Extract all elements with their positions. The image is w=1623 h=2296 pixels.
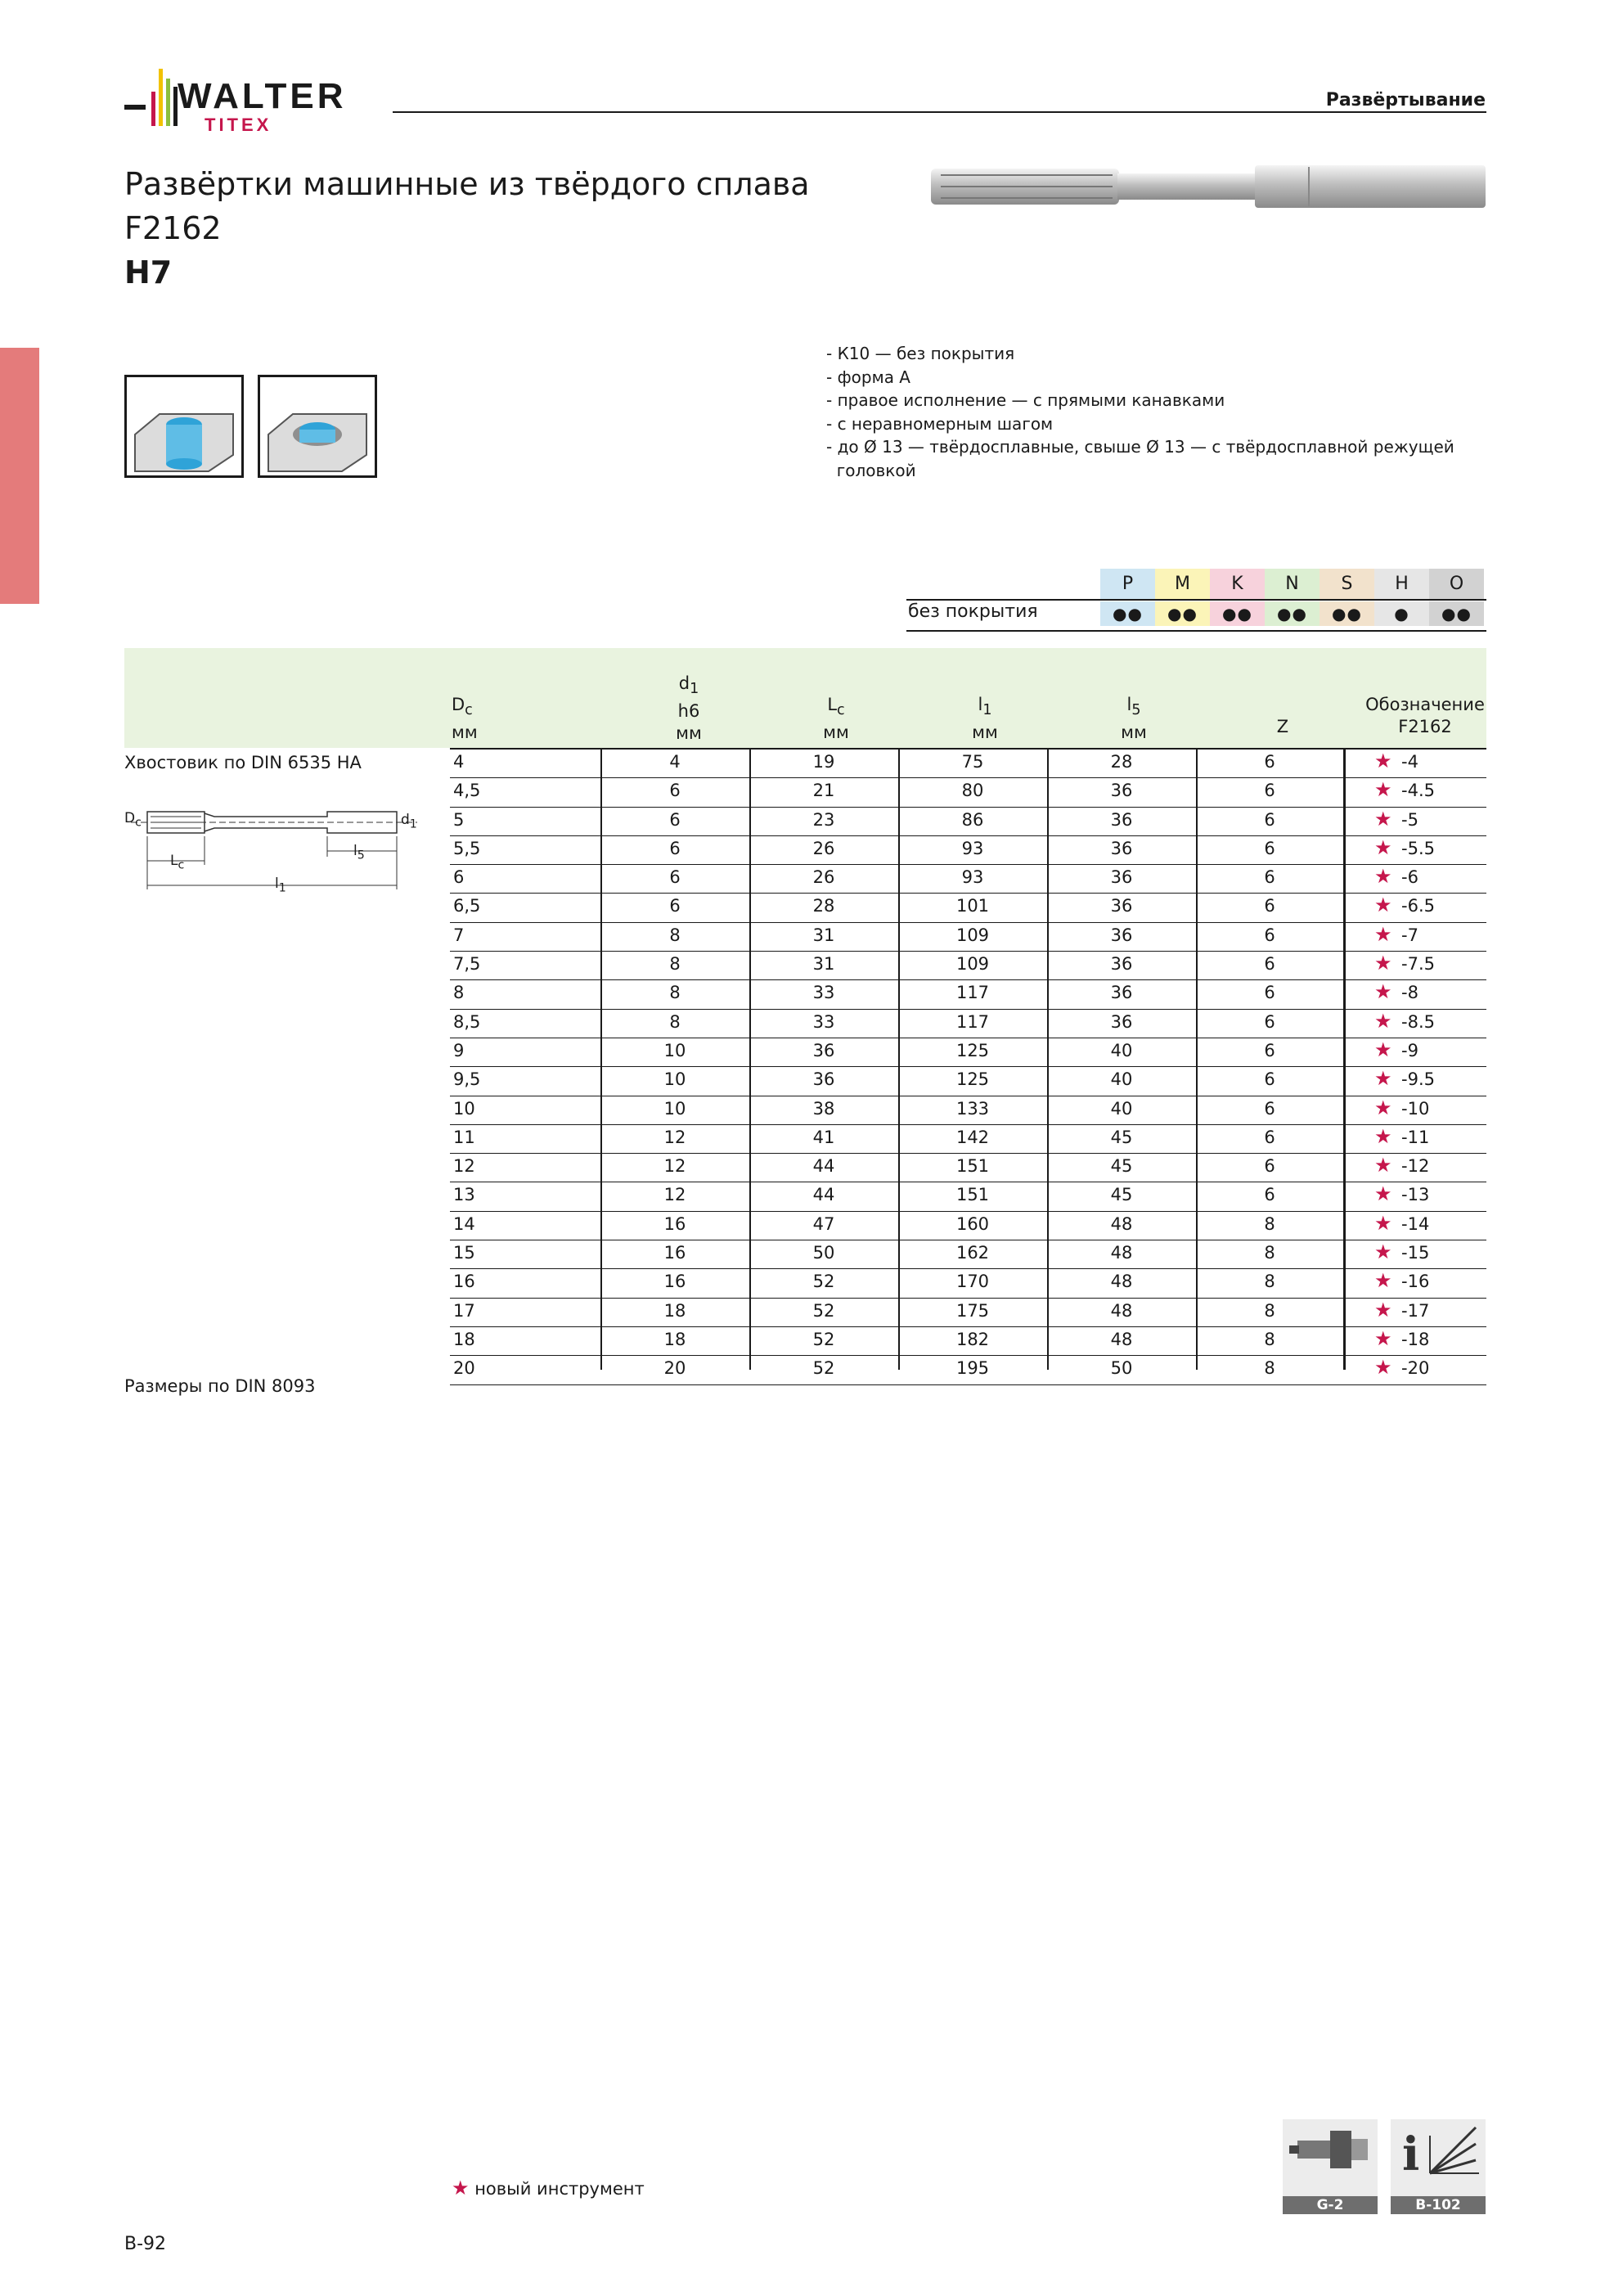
designation-code[interactable]: -14 [1401, 1213, 1430, 1234]
table-cell: 33 [812, 1011, 835, 1032]
table-row [450, 980, 1486, 1009]
property-item: - К10 — без покрытия [826, 344, 1015, 363]
new-tool-star-icon: ★ [1374, 1240, 1392, 1264]
table-cell: 45 [1110, 1127, 1133, 1147]
table-cell: 93 [961, 838, 984, 858]
table-footnote: Размеры по DIN 8093 [124, 1376, 316, 1396]
new-tool-star-icon: ★ [1374, 1038, 1392, 1061]
table-cell: 6 [1264, 896, 1275, 916]
designation-code[interactable]: -8.5 [1401, 1011, 1435, 1032]
coating-label: без покрытия [908, 601, 1038, 622]
shank-label: Хвостовик по DIN 6535 HA [124, 753, 362, 772]
table-row [450, 1096, 1486, 1125]
material-code-o: O [1429, 569, 1484, 599]
col-header-lc: $L_c$ мм [823, 695, 849, 743]
table-cell: 16 [663, 1243, 686, 1263]
new-tool-star-icon: ★ [1374, 750, 1392, 772]
table-cell: 44 [812, 1156, 835, 1177]
table-cell: 6,5 [453, 896, 481, 916]
table-cell: 38 [812, 1098, 835, 1119]
property-item: головкой [826, 460, 916, 480]
designation-code[interactable]: -4 [1401, 752, 1418, 772]
table-cell: 142 [955, 1127, 990, 1147]
material-rating-m: ●● [1155, 601, 1210, 626]
table-cell: 45 [1110, 1156, 1133, 1177]
material-code-s: S [1320, 569, 1374, 599]
title-line-2: F2162 [124, 210, 222, 246]
table-cell: 86 [961, 809, 984, 830]
table-cell: 13 [453, 1185, 475, 1205]
table-cell: 125 [955, 1069, 990, 1090]
page-title [124, 162, 810, 295]
table-cell: 18 [663, 1329, 686, 1349]
material-rating-o: ●● [1429, 601, 1484, 626]
table-cell: 117 [955, 983, 990, 1003]
property-item: - правое исполнение — с прямыми канавками [826, 390, 1225, 410]
material-rating-n: ●● [1265, 601, 1320, 626]
title-line-3: H7 [124, 254, 173, 290]
table-row [450, 1269, 1486, 1298]
table-cell: 40 [1110, 1040, 1133, 1060]
table-cell: 48 [1110, 1272, 1133, 1292]
table-cell: 125 [955, 1040, 990, 1060]
property-item: - с неравномерным шагом [826, 413, 1054, 434]
table-cell: 175 [955, 1300, 990, 1321]
new-tool-star-icon: ★ [1374, 1154, 1392, 1177]
column-divider-bold [1343, 750, 1346, 1370]
table-row [450, 836, 1486, 865]
new-tool-star-icon: ★ [1374, 1067, 1392, 1091]
reference-badge-g2[interactable] [1283, 2119, 1378, 2214]
table-cell: 6 [669, 809, 681, 830]
new-tool-star-icon: ★ [1374, 778, 1392, 802]
table-cell: 6 [669, 838, 681, 858]
info-chart-icon [1391, 2119, 1486, 2178]
properties-list [826, 342, 1454, 482]
drawing-label-l1: $l_1$ [275, 876, 286, 895]
table-cell: 8 [1264, 1272, 1275, 1292]
material-code-p: P [1100, 569, 1155, 599]
header-rule [393, 111, 1486, 113]
table-cell: 36 [1110, 838, 1133, 858]
table-cell: 5,5 [453, 838, 481, 858]
new-tool-star-icon: ★ [1374, 1211, 1392, 1235]
table-cell: 26 [812, 838, 835, 858]
designation-code[interactable]: -10 [1401, 1098, 1430, 1119]
table-cell: 36 [1110, 896, 1133, 916]
table-row [450, 923, 1486, 952]
table-cell: 36 [1110, 809, 1133, 830]
table-cell: 6 [669, 867, 681, 888]
table-cell: 4 [453, 752, 465, 772]
table-cell: 19 [812, 752, 835, 772]
table-cell: 12 [663, 1156, 686, 1177]
logo-bars-icon [124, 59, 182, 133]
table-cell: 6 [1264, 781, 1275, 801]
col-header-dc: $D_c$ мм [452, 695, 478, 743]
col-header-d1: $d_1$ h6 мм [676, 673, 702, 744]
table-cell: 170 [955, 1272, 990, 1292]
table-cell: 6 [1264, 1156, 1275, 1177]
table-cell: 8 [669, 983, 681, 1003]
table-cell: 36 [1110, 925, 1133, 945]
reference-label: G-2 [1316, 2197, 1344, 2213]
operation-blind-hole-icon [258, 375, 377, 478]
table-cell: 8 [669, 954, 681, 975]
table-cell: 6 [1264, 925, 1275, 945]
table-cell: 101 [955, 896, 990, 916]
table-row [450, 894, 1486, 922]
table-cell: 36 [812, 1069, 835, 1090]
new-tool-star-icon: ★ [1374, 1096, 1392, 1119]
table-row [450, 1067, 1486, 1096]
table-cell: 8,5 [453, 1011, 481, 1032]
title-line-1: Развёртки машинные из твёрдого сплава [124, 166, 810, 202]
col-header-designation: Обозначение F2162 [1365, 695, 1485, 736]
table-row [450, 952, 1486, 980]
table-cell: 50 [1110, 1358, 1133, 1379]
reamer-image [924, 162, 1489, 211]
drawing-label-lc: $L_c$ [170, 853, 185, 872]
table-cell: 36 [1110, 1011, 1133, 1032]
new-tool-star-icon: ★ [1374, 980, 1392, 1004]
reference-label: B-102 [1415, 2197, 1461, 2213]
table-cell: 195 [955, 1358, 990, 1379]
new-tool-star-icon: ★ [1374, 922, 1392, 946]
designation-code[interactable]: -9 [1401, 1040, 1418, 1060]
property-item: - до Ø 13 — твёрдосплавные, свыше Ø 13 — с твёрдосплавной режущей [826, 437, 1454, 457]
table-cell: 7 [453, 925, 465, 945]
column-divider [749, 750, 751, 1370]
table-cell: 10 [663, 1040, 686, 1060]
table-cell: 8 [1264, 1358, 1275, 1379]
new-tool-star-icon: ★ [1374, 835, 1392, 859]
table-row [450, 1038, 1486, 1067]
table-cell: 48 [1110, 1329, 1133, 1349]
table-cell: 9 [453, 1040, 465, 1060]
table-cell: 6 [1264, 954, 1275, 975]
table-cell: 16 [453, 1272, 475, 1292]
table-cell: 8 [669, 925, 681, 945]
designation-code[interactable]: -8 [1401, 983, 1418, 1003]
table-cell: 44 [812, 1185, 835, 1205]
table-cell: 6 [1264, 983, 1275, 1003]
table-cell: 52 [812, 1272, 835, 1292]
column-divider [898, 750, 900, 1370]
table-cell: 17 [453, 1300, 475, 1321]
table-cell: 16 [663, 1213, 686, 1234]
table-cell: 8 [1264, 1243, 1275, 1263]
designation-code[interactable]: -6 [1401, 867, 1418, 888]
table-cell: 4,5 [453, 781, 481, 801]
new-tool-star-icon: ★ [1374, 1124, 1392, 1148]
table-row [450, 1125, 1486, 1154]
table-cell: 28 [812, 896, 835, 916]
table-row [450, 808, 1486, 836]
material-rule [906, 599, 1486, 601]
chapter-tab [0, 348, 39, 604]
drawing-label-dc: $D_c$ [124, 810, 142, 830]
table-row [450, 1010, 1486, 1038]
table-cell: 4 [669, 752, 681, 772]
legend-text: новый инструмент [474, 2179, 645, 2199]
designation-code[interactable]: -5 [1401, 809, 1418, 830]
material-rating-k: ●● [1210, 601, 1265, 626]
table-cell: 5 [453, 809, 465, 830]
table-cell: 8 [1264, 1213, 1275, 1234]
column-divider [600, 750, 602, 1370]
svg-text:i: i [1402, 2127, 1420, 2178]
table-cell: 6 [1264, 838, 1275, 858]
table-row [450, 1240, 1486, 1269]
table-cell: 10 [453, 1098, 475, 1119]
drawing-label-l5: $l_5$ [353, 843, 365, 862]
table-cell: 47 [812, 1213, 835, 1234]
table-cell: 11 [453, 1127, 475, 1147]
table-cell: 6 [1264, 1069, 1275, 1090]
material-rating-h: ● [1374, 601, 1429, 626]
material-rating-p: ●● [1100, 601, 1155, 626]
table-cell: 48 [1110, 1300, 1133, 1321]
table-cell: 33 [812, 983, 835, 1003]
table-cell: 36 [1110, 983, 1133, 1003]
table-cell: 31 [812, 925, 835, 945]
material-code-h: H [1374, 569, 1429, 599]
table-cell: 6 [1264, 867, 1275, 888]
designation-code[interactable]: -11 [1401, 1127, 1430, 1147]
table-cell: 12 [453, 1156, 475, 1177]
table-cell: 8 [1264, 1300, 1275, 1321]
designation-code[interactable]: -12 [1401, 1156, 1430, 1177]
table-cell: 117 [955, 1011, 990, 1032]
drawing-label-d1: $d_1$ [401, 812, 417, 831]
table-cell: 8 [669, 1011, 681, 1032]
table-cell: 50 [812, 1243, 835, 1263]
table-cell: 6 [669, 781, 681, 801]
table-cell: 109 [955, 954, 990, 975]
material-code-m: M [1155, 569, 1210, 599]
table-row [450, 778, 1486, 807]
table-cell: 160 [955, 1213, 990, 1234]
table-cell: 41 [812, 1127, 835, 1147]
table-cell: 6 [1264, 752, 1275, 772]
table-cell: 12 [663, 1127, 686, 1147]
table-cell: 7,5 [453, 954, 481, 975]
designation-code[interactable]: -5.5 [1401, 838, 1435, 858]
table-cell: 48 [1110, 1213, 1133, 1234]
designation-code[interactable]: -15 [1401, 1243, 1430, 1263]
material-rule-bottom [906, 630, 1486, 632]
designation-code[interactable]: -9.5 [1401, 1069, 1435, 1090]
table-cell: 20 [453, 1358, 475, 1379]
property-item: - форма А [826, 367, 910, 387]
new-tool-star-icon: ★ [1374, 1356, 1392, 1380]
table-cell: 10 [663, 1098, 686, 1119]
designation-code[interactable]: -20 [1401, 1358, 1430, 1379]
designation-code[interactable]: -16 [1401, 1272, 1430, 1292]
table-cell: 16 [663, 1272, 686, 1292]
column-divider [1047, 750, 1049, 1370]
new-tool-star-icon: ★ [1374, 1009, 1392, 1033]
table-cell: 40 [1110, 1098, 1133, 1119]
table-cell: 6 [669, 896, 681, 916]
table-cell: 45 [1110, 1185, 1133, 1205]
page-number: B-92 [124, 2234, 167, 2254]
table-cell: 6 [1264, 809, 1275, 830]
star-icon: ★ [452, 2177, 470, 2199]
table-cell: 36 [1110, 781, 1133, 801]
legend [452, 2177, 645, 2199]
table-cell: 36 [1110, 954, 1133, 975]
table-cell: 151 [955, 1156, 990, 1177]
table-cell: 23 [812, 809, 835, 830]
new-tool-star-icon: ★ [1374, 1269, 1392, 1293]
new-tool-star-icon: ★ [1374, 1182, 1392, 1206]
tool-holder-icon [1283, 2119, 1378, 2178]
brand-subname: TITEX [205, 115, 272, 135]
table-cell: 151 [955, 1185, 990, 1205]
table-cell: 8 [453, 983, 465, 1003]
table-cell: 6 [1264, 1185, 1275, 1205]
material-code-k: K [1210, 569, 1265, 599]
table-cell: 182 [955, 1329, 990, 1349]
reference-badge-b102[interactable] [1391, 2119, 1486, 2214]
table-cell: 6 [453, 867, 465, 888]
table-row [450, 1182, 1486, 1211]
table-cell: 36 [1110, 867, 1133, 888]
table-cell: 75 [961, 752, 984, 772]
table-cell: 18 [453, 1329, 475, 1349]
new-tool-star-icon: ★ [1374, 952, 1392, 975]
table-row [450, 1327, 1486, 1356]
new-tool-star-icon: ★ [1374, 894, 1392, 917]
new-tool-star-icon: ★ [1374, 1298, 1392, 1321]
table-row [450, 750, 1486, 778]
table-cell: 10 [663, 1069, 686, 1090]
table-cell: 162 [955, 1243, 990, 1263]
table-cell: 31 [812, 954, 835, 975]
table-cell: 80 [961, 781, 984, 801]
table-cell: 6 [1264, 1098, 1275, 1119]
table-row [450, 1212, 1486, 1240]
designation-code[interactable]: -4.5 [1401, 781, 1435, 801]
table-cell: 52 [812, 1329, 835, 1349]
table-cell: 36 [812, 1040, 835, 1060]
designation-code[interactable]: -7.5 [1401, 954, 1435, 975]
table-row [450, 1356, 1486, 1384]
table-cell: 18 [663, 1300, 686, 1321]
material-rating-s: ●● [1320, 601, 1374, 626]
table-row [450, 1299, 1486, 1327]
col-header-l5: $l_5$ мм [1121, 695, 1147, 743]
table-cell: 15 [453, 1243, 475, 1263]
table-cell: 28 [1110, 752, 1133, 772]
operation-through-hole-icon [124, 375, 244, 478]
designation-code[interactable]: -7 [1401, 925, 1418, 945]
table-cell: 40 [1110, 1069, 1133, 1090]
table-cell: 109 [955, 925, 990, 945]
data-table [450, 750, 1486, 1385]
table-cell: 9,5 [453, 1069, 481, 1090]
designation-code[interactable]: -17 [1401, 1300, 1430, 1321]
table-cell: 26 [812, 867, 835, 888]
new-tool-star-icon: ★ [1374, 807, 1392, 831]
table-cell: 6 [1264, 1011, 1275, 1032]
table-row [450, 865, 1486, 894]
column-divider [1196, 750, 1198, 1370]
section-title: Развёртывание [1325, 90, 1486, 110]
new-tool-star-icon: ★ [1374, 865, 1392, 889]
table-cell: 20 [663, 1358, 686, 1379]
table-cell: 93 [961, 867, 984, 888]
table-row [450, 1154, 1486, 1182]
brand-name: WALTER [178, 76, 347, 116]
table-cell: 133 [955, 1098, 990, 1119]
col-header-l1: $l_1$ мм [972, 695, 998, 743]
table-header [124, 648, 1486, 748]
table-cell: 6 [1264, 1127, 1275, 1147]
material-code-n: N [1265, 569, 1320, 599]
table-cell: 12 [663, 1185, 686, 1205]
table-cell: 14 [453, 1213, 475, 1234]
table-cell: 21 [812, 781, 835, 801]
designation-code[interactable]: -13 [1401, 1185, 1430, 1205]
designation-code[interactable]: -6.5 [1401, 896, 1435, 916]
new-tool-star-icon: ★ [1374, 1326, 1392, 1350]
table-cell: 52 [812, 1358, 835, 1379]
table-cell: 8 [1264, 1329, 1275, 1349]
designation-code[interactable]: -18 [1401, 1329, 1430, 1349]
table-cell: 6 [1264, 1040, 1275, 1060]
table-cell: 52 [812, 1300, 835, 1321]
table-cell: 48 [1110, 1243, 1133, 1263]
col-header-z: Z [1276, 717, 1289, 736]
brand-logo [124, 56, 402, 137]
